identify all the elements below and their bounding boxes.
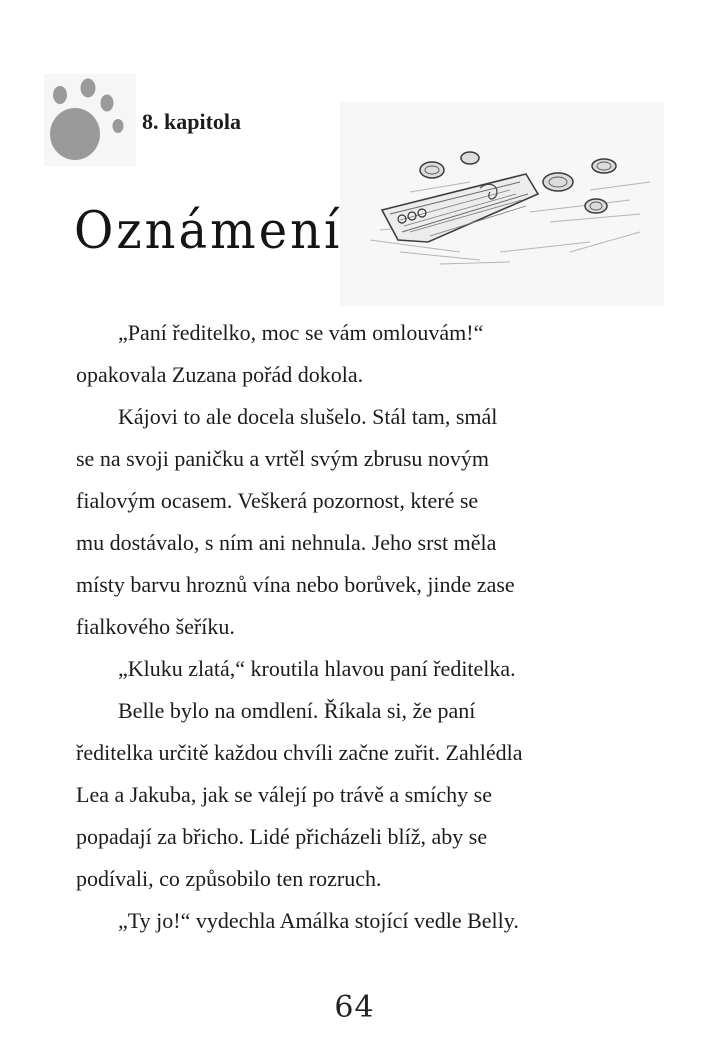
text-line: ředitelka určitě každou chvíli začne zuřit. Zahlédla: [76, 740, 523, 765]
text-line: se na svoji paničku a vrtěl svým zbrusu novým: [76, 446, 490, 471]
chapter-title: Oznámení: [74, 200, 343, 261]
text-line: opakovala Zuzana pořád dokola.: [76, 362, 364, 387]
text-line: fialkového šeříku.: [76, 614, 235, 639]
text-line: podívali, co způsobilo ten rozruch.: [76, 866, 382, 891]
text-line: místy barvu hroznů vína nebo borůvek, jinde zase: [76, 572, 515, 597]
text-line: mu dostávalo, s ním ani nehnula. Jeho srst měla: [76, 530, 497, 555]
text-line: Belle bylo na omdlení. Říkala si, že paní: [118, 698, 476, 723]
ticket-and-coins-sketch: [340, 102, 664, 306]
text-line: „Kluku zlatá,“ kroutila hlavou paní ředitelka.: [118, 656, 516, 681]
text-line: Kájovi to ale docela slušelo. Stál tam, smál: [118, 404, 498, 429]
text-line: „Ty jo!“ vydechla Amálka stojící vedle Belly.: [118, 908, 519, 933]
text-line: „Paní ředitelko, moc se vám omlouvám!“: [118, 320, 484, 345]
text-line: fialovým ocasem. Veškerá pozornost, které se: [76, 488, 479, 513]
text-line: popadají za břicho. Lidé přicházeli blíž, aby se: [76, 824, 488, 849]
chapter-body-text: [76, 312, 646, 942]
page-number: 64: [334, 990, 375, 1025]
chapter-label: 8. kapitola: [142, 109, 242, 134]
paw-print-icon: [44, 74, 136, 166]
text-line: Lea a Jakuba, jak se válejí po trávě a smíchy se: [76, 782, 493, 807]
